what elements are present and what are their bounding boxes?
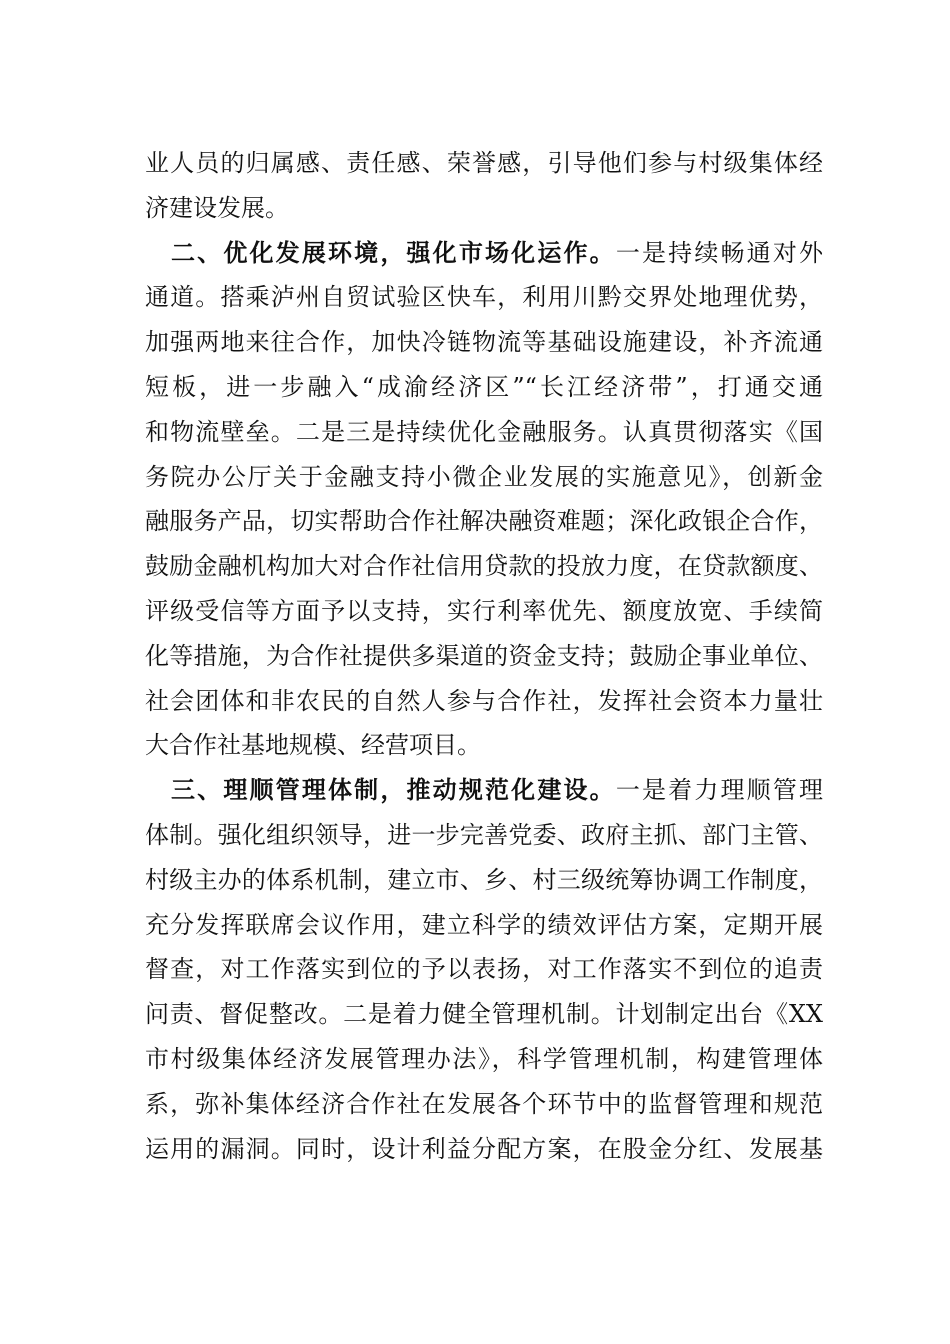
- text-line: 短板，进一步融入“成渝经济区”“长江经济带”，打通交通: [145, 372, 823, 401]
- text-line: 社会团体和非农民的自然人参与合作社，发挥社会资本力量壮: [145, 686, 823, 715]
- text-run: 一是着力理顺管理: [615, 776, 824, 805]
- text-line: 评级受信等方面予以支持，实行利率优先、额度放宽、手续简: [145, 596, 823, 625]
- paragraph-management-system: [145, 768, 823, 1171]
- text-line: 业人员的归属感、责任感、荣誉感，引导他们参与村级集体经: [145, 149, 823, 177]
- text-line: 督查，对工作落实到位的予以表扬，对工作落实不到位的追责: [145, 955, 823, 984]
- text-line: 充分发挥联席会议作用，建立科学的绩效评估方案，定期开展: [145, 910, 823, 939]
- text-line: 务院办公厅关于金融支持小微企业发展的实施意见》，创新金: [145, 462, 823, 491]
- text-line-with-heading: [145, 231, 823, 276]
- section-heading: 三、理顺管理体制，推动规范化建设。: [171, 775, 616, 805]
- text-line: 运用的漏洞。同时，设计利益分配方案，在股金分红、发展基: [145, 1134, 823, 1163]
- body-text: [145, 141, 823, 1171]
- text-line: 加强两地来往合作，加快冷链物流等基础设施建设，补齐流通: [145, 328, 823, 357]
- text-line: 大合作社基地规模、经营项目。: [145, 731, 481, 760]
- text-line: 和物流壁垒。二是三是持续优化金融服务。认真贯彻落实《国: [145, 417, 823, 446]
- text-line: 通道。搭乘泸州自贸试验区快车，利用川黔交界处地理优势，: [145, 283, 823, 312]
- text-line-with-heading: [145, 768, 823, 813]
- text-line: 鼓励金融机构加大对合作社信用贷款的投放力度，在贷款额度、: [145, 552, 823, 581]
- text-line: 村级主办的体系机制，建立市、乡、村三级统筹协调工作制度，: [145, 865, 823, 894]
- text-line: 化等措施，为合作社提供多渠道的资金支持；鼓励企事业单位、: [145, 641, 823, 670]
- paragraph-market-operation: [145, 231, 823, 769]
- paragraph-continuation: [145, 141, 823, 231]
- text-line: 济建设发展。: [145, 193, 289, 222]
- text-line: 系，弥补集体经济合作社在发展各个环节中的监督管理和规范: [145, 1089, 823, 1118]
- text-run: 一是持续畅通对外: [615, 238, 824, 267]
- section-heading: 二、优化发展环境，强化市场化运作。: [171, 237, 616, 267]
- text-line: 融服务产品，切实帮助合作社解决融资难题；深化政银企合作，: [145, 507, 823, 536]
- text-line: 问责、督促整改。二是着力健全管理机制。计划制定出台《XX: [145, 1000, 823, 1029]
- text-line: 市村级集体经济发展管理办法》，科学管理机制，构建管理体: [145, 1044, 823, 1073]
- text-line: 体制。强化组织领导，进一步完善党委、政府主抓、部门主管、: [145, 820, 823, 849]
